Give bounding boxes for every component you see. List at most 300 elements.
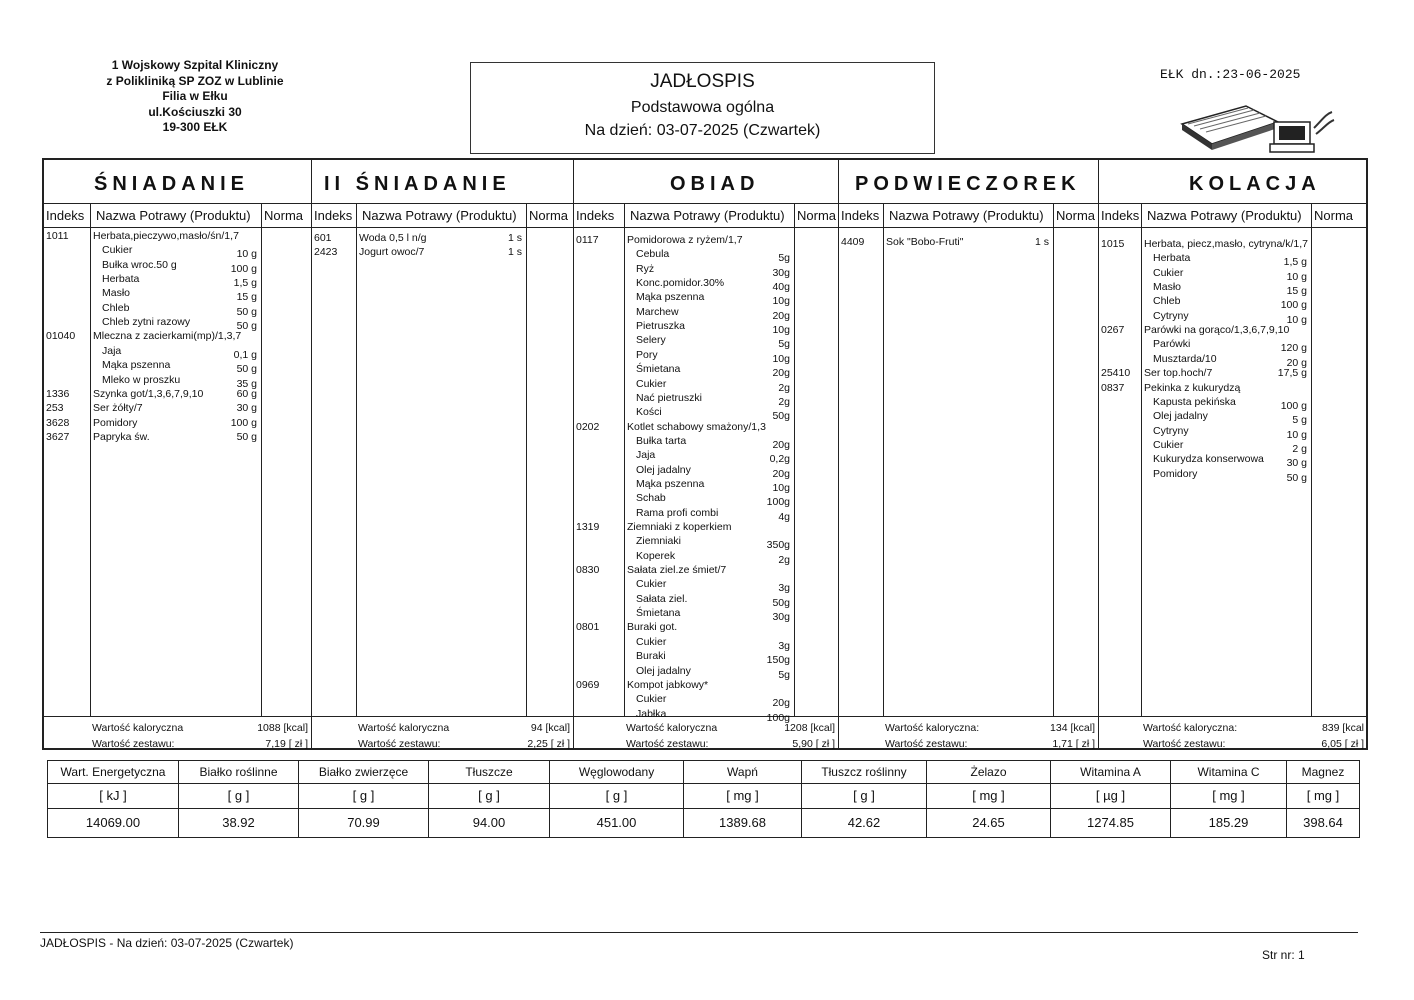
menu-row: [574, 621, 839, 635]
row-name: Kotlet schabowy smażony/1,3: [627, 420, 766, 433]
hospital-line: z Polikliniką SP ZOZ w Lublinie: [106, 73, 284, 88]
column-header: [1099, 204, 1368, 228]
row-name: Jabłka: [636, 707, 667, 720]
nutrient-value: 185.29: [1208, 815, 1249, 830]
document-title: JADŁOSPIS: [650, 71, 755, 92]
row-name: Bułka tarta: [636, 434, 687, 447]
row-norma: 0,1 g: [233, 348, 257, 361]
issue-date: EŁK dn.:23-06-2025: [1160, 67, 1301, 82]
meal-column: [1099, 160, 1368, 748]
row-norma: 100 g: [230, 262, 257, 275]
meal-column: [44, 160, 312, 748]
row-name: Mąka pszenna: [636, 477, 705, 490]
row-name: Jaja: [636, 449, 656, 462]
row-name: Ryż: [636, 262, 655, 275]
summary-label: Wartość kaloryczna: [92, 722, 184, 734]
menu-row: [574, 464, 839, 478]
nutrient-cell: [1287, 761, 1359, 837]
footer-text: JADŁOSPIS - Na dzień: 03-07-2025 (Czwartek): [40, 936, 294, 950]
row-index: 0267: [1101, 324, 1125, 337]
summary-value: 134 [kcal]: [1050, 722, 1095, 734]
row-norma: 10g: [772, 481, 790, 494]
row-index: 01040: [46, 330, 76, 343]
row-norma: 100g: [766, 496, 790, 509]
row-name: Kości: [636, 406, 662, 419]
row-norma: 3g: [778, 639, 790, 652]
menu-row: [574, 492, 839, 509]
header-norma: Norma: [1056, 208, 1096, 223]
row-name: Koperek: [636, 549, 676, 562]
nutrient-name: Węglowodany: [550, 761, 683, 784]
header-indeks: Indeks: [46, 208, 85, 223]
row-norma: 2 g: [1292, 442, 1307, 455]
nutrient-cell: [179, 761, 299, 837]
row-norma: 2g: [778, 395, 790, 408]
row-norma: 20g: [772, 438, 790, 451]
nutrient-unit: [ g ]: [179, 784, 298, 809]
menu-row: [574, 234, 839, 248]
menu-row: [574, 607, 839, 624]
summary-divider: [839, 716, 1098, 717]
row-norma: 20g: [772, 367, 790, 380]
row-name: Herbata: [1153, 252, 1191, 265]
menu-row: [574, 248, 839, 265]
header-nazwa: Nazwa Potrawy (Produktu): [362, 208, 517, 223]
nutrient-unit: [ kJ ]: [48, 784, 178, 809]
nutrient-unit: [ mg ]: [927, 784, 1050, 809]
row-norma: 5g: [778, 338, 790, 351]
row-norma: 120 g: [1280, 342, 1307, 355]
row-name: Sałata ziel.: [636, 592, 688, 605]
header-nazwa: Nazwa Potrawy (Produktu): [630, 208, 785, 223]
menu-row: [574, 636, 839, 650]
title-box: [470, 62, 935, 154]
nutrient-unit: [ g ]: [550, 784, 683, 809]
nutrient-name: Tłuszcz roślinny: [802, 761, 926, 784]
summary-label: Wartość kaloryczna:: [1143, 722, 1238, 734]
meal-column: [574, 160, 839, 748]
menu-row: [574, 263, 839, 277]
menu-row: [44, 359, 312, 376]
nutrient-value: 14069.00: [85, 815, 141, 830]
row-norma: 350g: [766, 539, 790, 552]
summary-label: Wartość kaloryczna: [358, 722, 450, 734]
menu-row: [44, 402, 312, 416]
row-norma: 20g: [772, 467, 790, 480]
menu-row: [1099, 310, 1368, 324]
row-norma: 50 g: [236, 305, 257, 318]
nutrient-cell: [48, 761, 179, 837]
row-name: Mąka pszenna: [636, 291, 705, 304]
row-norma: 1,5 g: [1283, 256, 1307, 269]
row-name: Olej jadalny: [636, 463, 691, 476]
column-divider: [356, 204, 357, 716]
summary-value: 1088 [kcal]: [257, 722, 308, 734]
nutrient-name: Tłuszcze: [429, 761, 549, 784]
row-name: Pekinka z kukurydzą: [1144, 381, 1241, 394]
row-name: Pomidory: [93, 416, 138, 429]
row-norma: 100g: [766, 711, 790, 724]
row-name: Kompot jabkowy*: [627, 678, 709, 691]
row-norma: 30 g: [236, 402, 257, 415]
nutrient-unit: [ g ]: [802, 784, 926, 809]
row-name: Chleb zytni razowy: [102, 316, 191, 329]
summary-value: 839 [kcal: [1321, 722, 1364, 734]
meal-title: ŚNIADANIE: [44, 160, 311, 204]
summary-label: Wartość zestawu:: [358, 738, 441, 750]
menu-row: [574, 535, 839, 552]
row-name: Marchew: [636, 305, 679, 318]
nutrient-name: Magnez: [1287, 761, 1359, 784]
row-norma: 30 g: [1286, 457, 1307, 470]
meal-column: [312, 160, 574, 748]
row-norma: 5g: [778, 252, 790, 265]
menu-row: [574, 593, 839, 607]
row-name: Chleb: [102, 301, 130, 314]
row-norma: 1 s: [507, 232, 522, 244]
meal-title: PODWIECZOREK: [839, 160, 1098, 204]
nutrient-name: Żelazo: [927, 761, 1050, 784]
row-name: Woda 0,5 l n/g: [359, 232, 427, 244]
row-name: Parówki na gorąco/1,3,6,7,9,10: [1144, 324, 1290, 337]
row-norma: 1,5 g: [233, 277, 257, 290]
menu-row: [1099, 410, 1368, 427]
menu-row: [1099, 252, 1368, 269]
nutrient-value: 38.92: [222, 815, 255, 830]
book-computer-icon: [1176, 92, 1336, 156]
row-name: Konc.pomidor.30%: [636, 277, 725, 290]
row-name: Kukurydza konserwowa: [1153, 453, 1264, 466]
nutrient-unit: [ mg ]: [1287, 784, 1359, 809]
row-name: Sałata ziel.ze śmiet/7: [627, 564, 727, 577]
summary-value: 2,25 [ zł ]: [527, 738, 570, 750]
row-norma: 100 g: [1280, 399, 1307, 412]
row-name: Cukier: [102, 244, 133, 257]
row-norma: 20g: [772, 697, 790, 710]
row-norma: 10 g: [236, 248, 257, 261]
row-index: 601: [314, 232, 332, 244]
summary-divider: [312, 716, 573, 717]
nutrient-value: 398.64: [1303, 815, 1343, 830]
row-norma: 20 g: [1286, 356, 1307, 369]
row-name: Herbata: [102, 273, 140, 286]
row-norma: 15 g: [1286, 285, 1307, 298]
summary-divider: [44, 716, 311, 717]
row-index: 1336: [46, 387, 70, 400]
row-name: Sok "Bobo-Fruti": [886, 236, 964, 248]
row-norma: 60 g: [236, 387, 257, 400]
menu-row: [574, 708, 839, 722]
menu-row: [44, 230, 312, 244]
menu-row: [574, 507, 839, 521]
menu-row: [312, 246, 574, 260]
nutrient-name: Witamina C: [1171, 761, 1286, 784]
row-name: Cukier: [636, 635, 667, 648]
meals-table: [42, 158, 1368, 750]
meal-column: [839, 160, 1099, 748]
menu-row: [44, 345, 312, 359]
row-norma: 1 s: [507, 246, 522, 259]
menu-row: [1099, 367, 1368, 381]
menu-row: [1099, 382, 1368, 396]
nutrient-cell: [429, 761, 550, 837]
menu-row: [44, 388, 312, 402]
row-name: Ser żółty/7: [93, 402, 143, 415]
nutrient-cell: [550, 761, 684, 837]
hospital-line: 19-300 EŁK: [162, 120, 228, 134]
header-indeks: Indeks: [576, 208, 615, 223]
row-norma: 5 g: [1292, 414, 1307, 427]
menu-row: [44, 417, 312, 431]
header-norma: Norma: [1314, 208, 1354, 223]
row-norma: 17,5 g: [1277, 367, 1307, 380]
nutrient-value: 42.62: [847, 815, 881, 830]
row-name: Musztarda/10: [1153, 352, 1217, 365]
row-norma: 150g: [766, 654, 790, 667]
row-norma: 15 g: [236, 291, 257, 304]
menu-row: [44, 330, 312, 344]
header-norma: Norma: [529, 208, 569, 223]
summary-value: 1,71 [ zł ]: [1052, 738, 1095, 750]
row-norma: 100 g: [1280, 299, 1307, 312]
nutrient-unit: [ g ]: [299, 784, 428, 809]
row-index: 1011: [46, 230, 69, 242]
row-norma: 10 g: [1286, 313, 1307, 326]
row-name: Rama profi combi: [636, 506, 719, 519]
menu-row: [44, 316, 312, 333]
menu-row: [1099, 439, 1368, 453]
menu-row: [574, 320, 839, 337]
row-norma: 10g: [772, 324, 790, 337]
row-norma: 50g: [772, 596, 790, 609]
column-divider: [883, 204, 884, 716]
menu-row: [44, 273, 312, 290]
row-name: Cytryny: [1153, 424, 1189, 437]
page-number: Str nr: 1: [1262, 948, 1305, 962]
row-norma: 20g: [772, 309, 790, 322]
menu-row: [1099, 267, 1368, 281]
menu-row: [574, 550, 839, 564]
menu-row: [574, 650, 839, 667]
row-index: 3627: [46, 430, 70, 443]
row-name: Nać pietruszki: [636, 391, 702, 404]
menu-row: [574, 277, 839, 294]
row-name: Olej jadalny: [636, 664, 691, 677]
column-header: [312, 204, 573, 228]
row-name: Cukier: [636, 377, 667, 390]
row-name: Buraki: [636, 650, 666, 663]
row-norma: 50 g: [1286, 471, 1307, 484]
row-name: Śmietana: [636, 363, 681, 376]
row-name: Cukier: [636, 578, 667, 591]
row-index: 0969: [576, 678, 600, 691]
nutrient-name: Wart. Energetyczna: [48, 761, 178, 784]
menu-row: [1099, 425, 1368, 439]
nutrient-cell: [1171, 761, 1287, 837]
row-norma: 30g: [772, 611, 790, 624]
meal-title: II ŚNIADANIE: [312, 160, 573, 204]
summary-divider: [1099, 716, 1368, 717]
meal-title: OBIAD: [574, 160, 838, 204]
menu-row: [574, 406, 839, 423]
row-index: 253: [46, 402, 64, 415]
row-name: Cebula: [636, 248, 670, 261]
row-norma: 10 g: [1286, 428, 1307, 441]
menu-row: [574, 521, 839, 535]
menu-row: [574, 449, 839, 466]
nutrient-unit: [ g ]: [429, 784, 549, 809]
row-name: Szynka got/1,3,6,7,9,10: [93, 387, 204, 400]
menu-row: [574, 363, 839, 380]
row-name: Cukier: [1153, 438, 1184, 451]
summary-value: 5,90 [ zł ]: [792, 738, 835, 750]
column-divider: [1053, 204, 1054, 716]
row-norma: 50 g: [236, 320, 257, 333]
row-name: Ziemniaki: [636, 535, 681, 548]
menu-row: [574, 435, 839, 449]
row-name: Mąka pszenna: [102, 359, 171, 372]
menu-date: Na dzień: 03-07-2025 (Czwartek): [584, 122, 821, 139]
menu-row: [839, 236, 1099, 250]
column-divider: [526, 204, 527, 716]
summary-label: Wartość kaloryczna: [626, 722, 718, 734]
row-norma: 4g: [778, 510, 790, 523]
hospital-line: ul.Kościuszki 30: [148, 104, 242, 119]
row-name: Ser top.hoch/7: [1144, 367, 1213, 380]
row-name: Mleko w proszku: [102, 373, 181, 386]
menu-row: [574, 578, 839, 595]
row-name: Chleb: [1153, 295, 1181, 308]
row-name: Cukier: [636, 693, 667, 706]
nutrient-value: 70.99: [347, 815, 380, 830]
diet-name: Podstawowa ogólna: [630, 99, 775, 116]
nutrient-unit: [ mg ]: [1171, 784, 1286, 809]
nutrient-cell: [802, 761, 927, 837]
nutrition-table: [47, 760, 1360, 838]
menu-row: [1099, 338, 1368, 355]
row-name: Pomidorowa z ryżem/1,7: [627, 234, 743, 246]
row-name: Cytryny: [1153, 309, 1189, 322]
header-nazwa: Nazwa Potrawy (Produktu): [1147, 208, 1302, 223]
nutrient-value: 24.65: [972, 815, 1005, 830]
row-index: 25410: [1101, 367, 1131, 380]
row-name: Schab: [636, 492, 666, 505]
menu-row: [574, 306, 839, 320]
menu-row: [574, 392, 839, 406]
summary-label: Wartość zestawu:: [1143, 738, 1226, 750]
nutrient-name: Wapń: [684, 761, 801, 784]
menu-row: [574, 693, 839, 710]
nutrient-cell: [927, 761, 1051, 837]
menu-row: [574, 378, 839, 392]
menu-row: [1099, 324, 1368, 338]
meal-title: KOLACJA: [1099, 160, 1368, 204]
row-norma: 3g: [778, 582, 790, 595]
summary-value: 94 [kcal]: [530, 722, 570, 734]
menu-row: [574, 349, 839, 363]
row-name: Masło: [1153, 281, 1182, 294]
header-norma: Norma: [264, 208, 304, 223]
row-norma: 2g: [778, 553, 790, 566]
menu-row: [574, 679, 839, 693]
row-index: 3628: [46, 416, 70, 429]
row-norma: 5g: [778, 668, 790, 681]
menu-row: [1099, 353, 1368, 367]
menu-row: [574, 421, 839, 435]
row-index: 0202: [576, 420, 600, 433]
menu-row: [574, 334, 839, 351]
row-norma: 100 g: [230, 416, 257, 429]
summary-value: 6,05 [ zł ]: [1321, 738, 1364, 750]
row-norma: 50g: [772, 410, 790, 423]
row-index: 0837: [1101, 381, 1125, 394]
menu-row: [44, 302, 312, 316]
row-name: Parówki: [1153, 338, 1191, 351]
row-norma: 30g: [772, 266, 790, 279]
nutrient-unit: [ µg ]: [1051, 784, 1170, 809]
summary-label: Wartość zestawu:: [92, 738, 175, 750]
row-norma: 10g: [772, 352, 790, 365]
row-name: Pietruszka: [636, 320, 686, 333]
row-index: 4409: [841, 236, 865, 248]
nutrient-value: 451.00: [596, 815, 637, 830]
nutrient-unit: [ mg ]: [684, 784, 801, 809]
row-norma: 10 g: [1286, 270, 1307, 283]
row-norma: 10g: [772, 295, 790, 308]
row-norma: 1 s: [1034, 236, 1049, 248]
footer-rule: [40, 932, 1358, 933]
header-indeks: Indeks: [1101, 208, 1140, 223]
row-name: Jogurt owoc/7: [359, 246, 425, 259]
menu-row: [574, 665, 839, 679]
hospital-address: [60, 58, 330, 136]
summary-value: 7,19 [ zł ]: [265, 738, 308, 750]
row-name: Papryka św.: [93, 430, 150, 443]
row-name: Pomidory: [1153, 467, 1198, 480]
row-name: Kapusta pekińska: [1153, 395, 1236, 408]
row-name: Ziemniaki z koperkiem: [627, 521, 732, 533]
menu-row: [1099, 295, 1368, 312]
menu-row: [1099, 453, 1368, 470]
column-header: [44, 204, 311, 228]
menu-row: [312, 232, 574, 246]
summary-label: Wartość kaloryczna:: [885, 722, 980, 734]
nutrient-name: Witamina A: [1051, 761, 1170, 784]
row-name: Mleczna z zacierkami(mp)/1,3,7: [93, 330, 242, 343]
row-name: Masło: [102, 287, 131, 300]
menu-row: [1099, 468, 1368, 482]
menu-row: [44, 287, 312, 304]
header-indeks: Indeks: [841, 208, 880, 223]
hospital-line: 1 Wojskowy Szpital Kliniczny: [111, 58, 279, 72]
row-name: Pory: [636, 348, 658, 361]
summary-label: Wartość zestawu:: [626, 738, 709, 750]
nutrient-value: 1389.68: [719, 815, 766, 830]
menu-row: [44, 259, 312, 273]
row-index: 2423: [314, 246, 338, 259]
menu-row: [574, 291, 839, 308]
menu-row: [1099, 281, 1368, 298]
row-norma: 50 g: [236, 363, 257, 376]
hospital-line: Filia w Ełku: [162, 89, 228, 103]
row-index: 1015: [1101, 238, 1125, 250]
header-indeks: Indeks: [314, 208, 353, 223]
nutrient-value: 1274.85: [1087, 815, 1134, 830]
row-index: 0117: [576, 234, 599, 246]
row-index: 0830: [576, 564, 600, 577]
nutrient-value: 94.00: [472, 815, 506, 830]
summary-label: Wartość zestawu:: [885, 738, 968, 750]
